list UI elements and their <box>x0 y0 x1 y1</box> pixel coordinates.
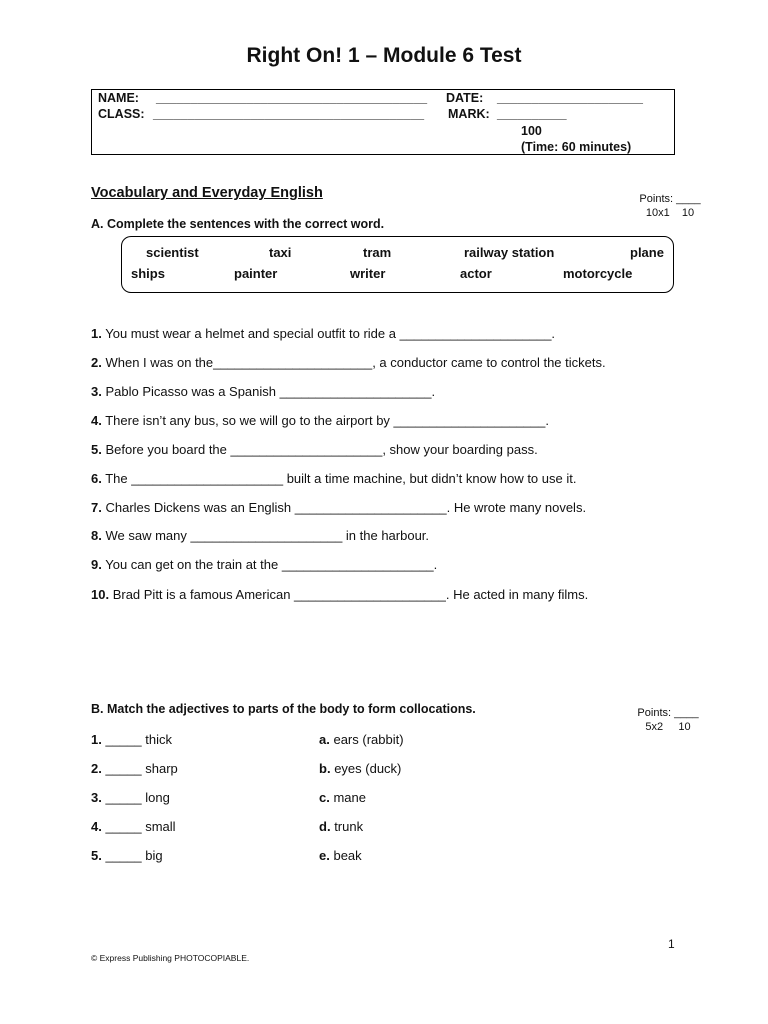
question-number: 3. <box>91 384 102 399</box>
points-total: 10 <box>681 207 695 219</box>
match-left-item <box>91 790 170 805</box>
word-bank-item: painter <box>234 266 278 281</box>
match-number: 3. <box>91 790 102 805</box>
question-text: Charles Dickens was an English _____________________. He wrote many novels. <box>105 500 587 515</box>
question-number: 2. <box>91 355 102 370</box>
page-number: 1 <box>668 937 675 951</box>
match-body-part: beak <box>333 848 362 863</box>
mark-label: MARK: <box>448 107 490 121</box>
match-body-part: trunk <box>334 819 364 834</box>
question-item <box>91 557 437 572</box>
match-adjective: _____ sharp <box>105 761 178 776</box>
match-right-item <box>319 761 401 776</box>
match-adjective: _____ big <box>105 848 163 863</box>
match-left-item <box>91 819 176 834</box>
match-adjective: _____ small <box>105 819 176 834</box>
match-letter: e. <box>319 848 330 863</box>
question-text: When I was on the______________________, a conductor came to control the tickets. <box>105 355 606 370</box>
copyright-footer: © Express Publishing PHOTOCOPIABLE. <box>91 953 250 963</box>
match-body-part: ears (rabbit) <box>333 732 404 747</box>
match-left-item <box>91 732 172 747</box>
word-bank-item: railway station <box>464 245 555 260</box>
points-calc: 10x1 <box>645 207 670 219</box>
part-b-instruction: B. Match the adjectives to parts of the body to form collocations. <box>91 702 476 716</box>
points-breakdown <box>636 206 704 220</box>
word-bank-item: scientist <box>146 245 199 260</box>
page-title: Right On! 1 – Module 6 Test <box>246 44 522 67</box>
question-number: 10. <box>91 587 110 602</box>
question-text: Before you board the _____________________, show your boarding pass. <box>105 442 538 457</box>
question-item <box>91 471 576 486</box>
points-breakdown <box>634 720 702 734</box>
match-right-item <box>319 732 404 747</box>
word-bank-item: taxi <box>269 245 292 260</box>
question-number: 1. <box>91 326 102 341</box>
mark-total: 100 <box>521 124 542 138</box>
match-body-part: mane <box>333 790 366 805</box>
match-body-part: eyes (duck) <box>334 761 402 776</box>
question-number: 6. <box>91 471 102 486</box>
match-letter: d. <box>319 819 331 834</box>
match-left-item <box>91 848 163 863</box>
question-number: 9. <box>91 557 102 572</box>
mark-field[interactable]: __________ <box>497 107 567 121</box>
section-title: Vocabulary and Everyday English <box>91 185 323 201</box>
match-letter: a. <box>319 732 330 747</box>
question-number: 5. <box>91 442 102 457</box>
name-label: NAME: <box>98 91 139 105</box>
question-text: You must wear a helmet and special outfit to ride a _____________________. <box>105 326 556 341</box>
question-item <box>91 384 435 399</box>
word-bank-item: writer <box>350 266 386 281</box>
match-number: 5. <box>91 848 102 863</box>
question-text: You can get on the train at the _____________________. <box>105 557 438 572</box>
class-label: CLASS: <box>98 107 145 121</box>
part-a-points <box>636 192 704 220</box>
match-adjective: _____ long <box>105 790 170 805</box>
points-calc: 5x2 <box>645 721 664 733</box>
question-item <box>91 528 429 543</box>
question-number: 8. <box>91 528 102 543</box>
match-number: 4. <box>91 819 102 834</box>
match-adjective: _____ thick <box>105 732 172 747</box>
question-item <box>91 500 586 515</box>
match-number: 2. <box>91 761 102 776</box>
match-right-item <box>319 848 362 863</box>
points-total: 10 <box>678 721 691 733</box>
word-bank-item: motorcycle <box>563 266 633 281</box>
question-text: The _____________________ built a time machine, but didn’t know how to use it. <box>105 471 577 486</box>
match-left-item <box>91 761 178 776</box>
part-a-instruction: A. Complete the sentences with the correct word. <box>91 217 385 231</box>
points-label: Points: ____ <box>637 707 699 719</box>
match-right-item <box>319 790 366 805</box>
match-number: 1. <box>91 732 102 747</box>
question-text: Pablo Picasso was a Spanish _____________________. <box>105 384 436 399</box>
date-label: DATE: <box>446 91 484 105</box>
question-item <box>91 326 555 341</box>
word-bank-item: actor <box>460 266 492 281</box>
time-limit: (Time: 60 minutes) <box>521 140 632 154</box>
question-number: 7. <box>91 500 102 515</box>
word-bank-item: plane <box>630 245 664 260</box>
word-bank <box>121 236 674 293</box>
question-item <box>91 587 588 602</box>
name-field[interactable]: _______________________________________ <box>156 91 428 105</box>
question-number: 4. <box>91 413 102 428</box>
word-bank-item: ships <box>131 266 165 281</box>
date-field[interactable]: _____________________ <box>497 91 643 105</box>
points-label: Points: ____ <box>639 193 701 205</box>
part-b-points <box>634 706 702 734</box>
question-item <box>91 355 606 370</box>
class-field[interactable]: _______________________________________ <box>153 107 425 121</box>
question-item <box>91 413 549 428</box>
question-text: Brad Pitt is a famous American _____________________. He acted in many films. <box>109 587 589 602</box>
match-letter: b. <box>319 761 331 776</box>
question-text: We saw many _____________________ in the harbour. <box>105 528 430 543</box>
match-right-item <box>319 819 363 834</box>
question-text: There isn’t any bus, so we will go to the airport by _____________________. <box>105 413 549 428</box>
match-letter: c. <box>319 790 330 805</box>
question-item <box>91 442 538 457</box>
word-bank-item: tram <box>363 245 392 260</box>
